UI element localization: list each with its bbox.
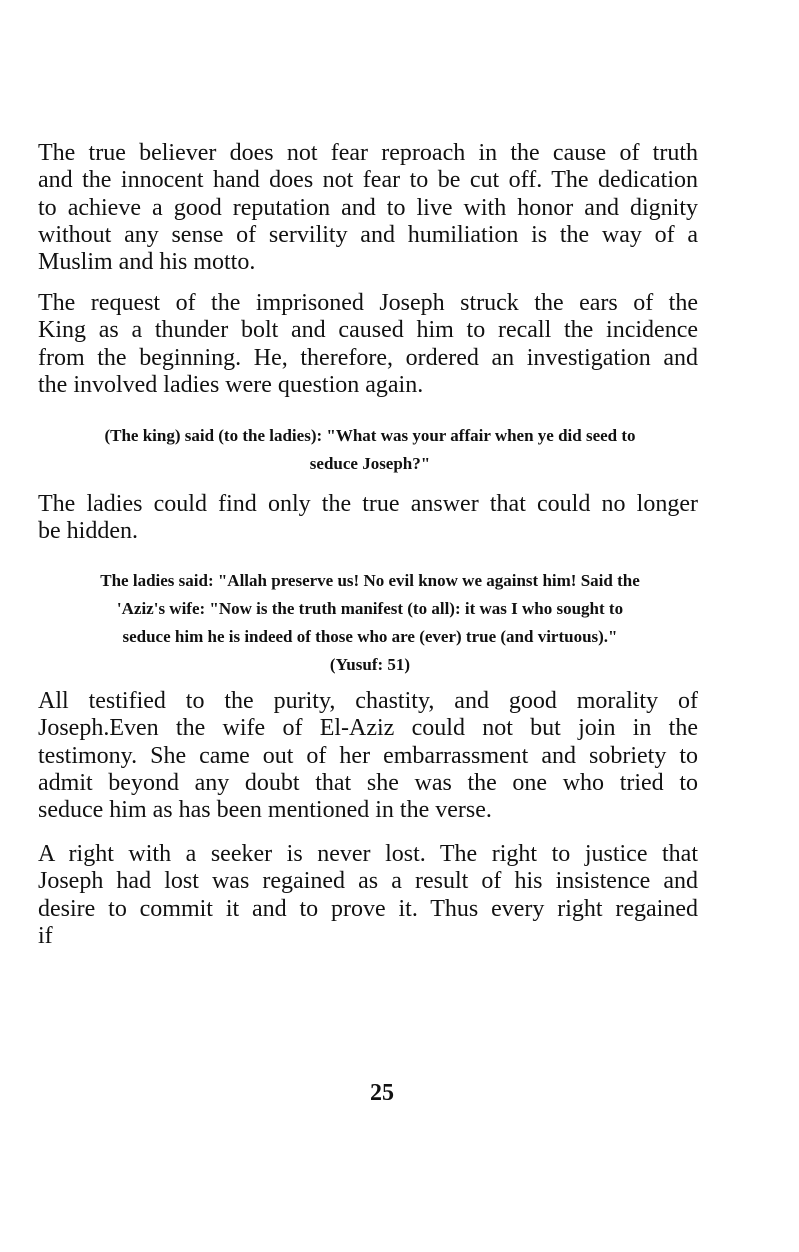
quote-2 [40, 567, 700, 679]
text-line: admit beyond any doubt that she was the one who tried to [38, 769, 698, 796]
text-line: Muslim and his motto. [38, 249, 256, 276]
quote-line: seduce him he is indeed of those who are (ever) true (and virtuous)." [122, 627, 618, 646]
quote-line: 'Aziz's wife: "Now is the truth manifest (to all): it was I who sought to [116, 599, 624, 618]
quote-line: seduce Joseph?" [309, 454, 431, 473]
text-line: The request of the imprisoned Joseph struck the ears of the [38, 290, 698, 316]
text-line: and the innocent hand does not fear to be cut off. The dedication [38, 167, 698, 194]
text-line: from the beginning. He, therefore, ordered an investigation and [38, 344, 698, 371]
quote-1 [40, 422, 700, 478]
text-line: without any sense of servility and humiliation is the way of a [38, 221, 698, 248]
text-line: All testified to the purity, chastity, and good morality of [38, 688, 698, 714]
text-line: the involved ladies were question again. [38, 371, 424, 398]
text-line: King as a thunder bolt and caused him to recall the incidence [38, 317, 698, 344]
quote-citation: (Yusuf: 51) [329, 655, 411, 674]
paragraph-2 [38, 290, 698, 399]
page-number: 25 [370, 1080, 394, 1106]
paragraph-3 [38, 491, 698, 546]
text-line: The true believer does not fear reproach in the cause of truth [38, 140, 698, 166]
text-line: if [38, 922, 53, 949]
text-line: desire to commit it and to prove it. Thus every right regained [38, 895, 698, 922]
paragraph-4 [38, 688, 698, 824]
text-line: Joseph had lost was regained as a result of his insistence and [38, 868, 698, 895]
paragraph-1 [38, 140, 698, 276]
text-line: Joseph.Even the wife of El-Aziz could not but join in the [38, 715, 698, 742]
quote-line: The ladies said: "Allah preserve us! No evil know we against him! Said the [100, 571, 640, 590]
text-line: to achieve a good reputation and to live with honor and dignity [38, 194, 698, 221]
text-line: A right with a seeker is never lost. The right to justice that [38, 841, 698, 867]
text-line: testimony. She came out of her embarrassment and sobriety to [38, 742, 698, 769]
paragraph-5 [38, 841, 698, 950]
quote-line: (The king) said (to the ladies): "What was your affair when ye did seed to [104, 426, 636, 445]
text-line: be hidden. [38, 518, 138, 545]
text-line: The ladies could find only the true answer that could no longer [38, 491, 698, 517]
text-line: seduce him as has been mentioned in the verse. [38, 797, 492, 824]
